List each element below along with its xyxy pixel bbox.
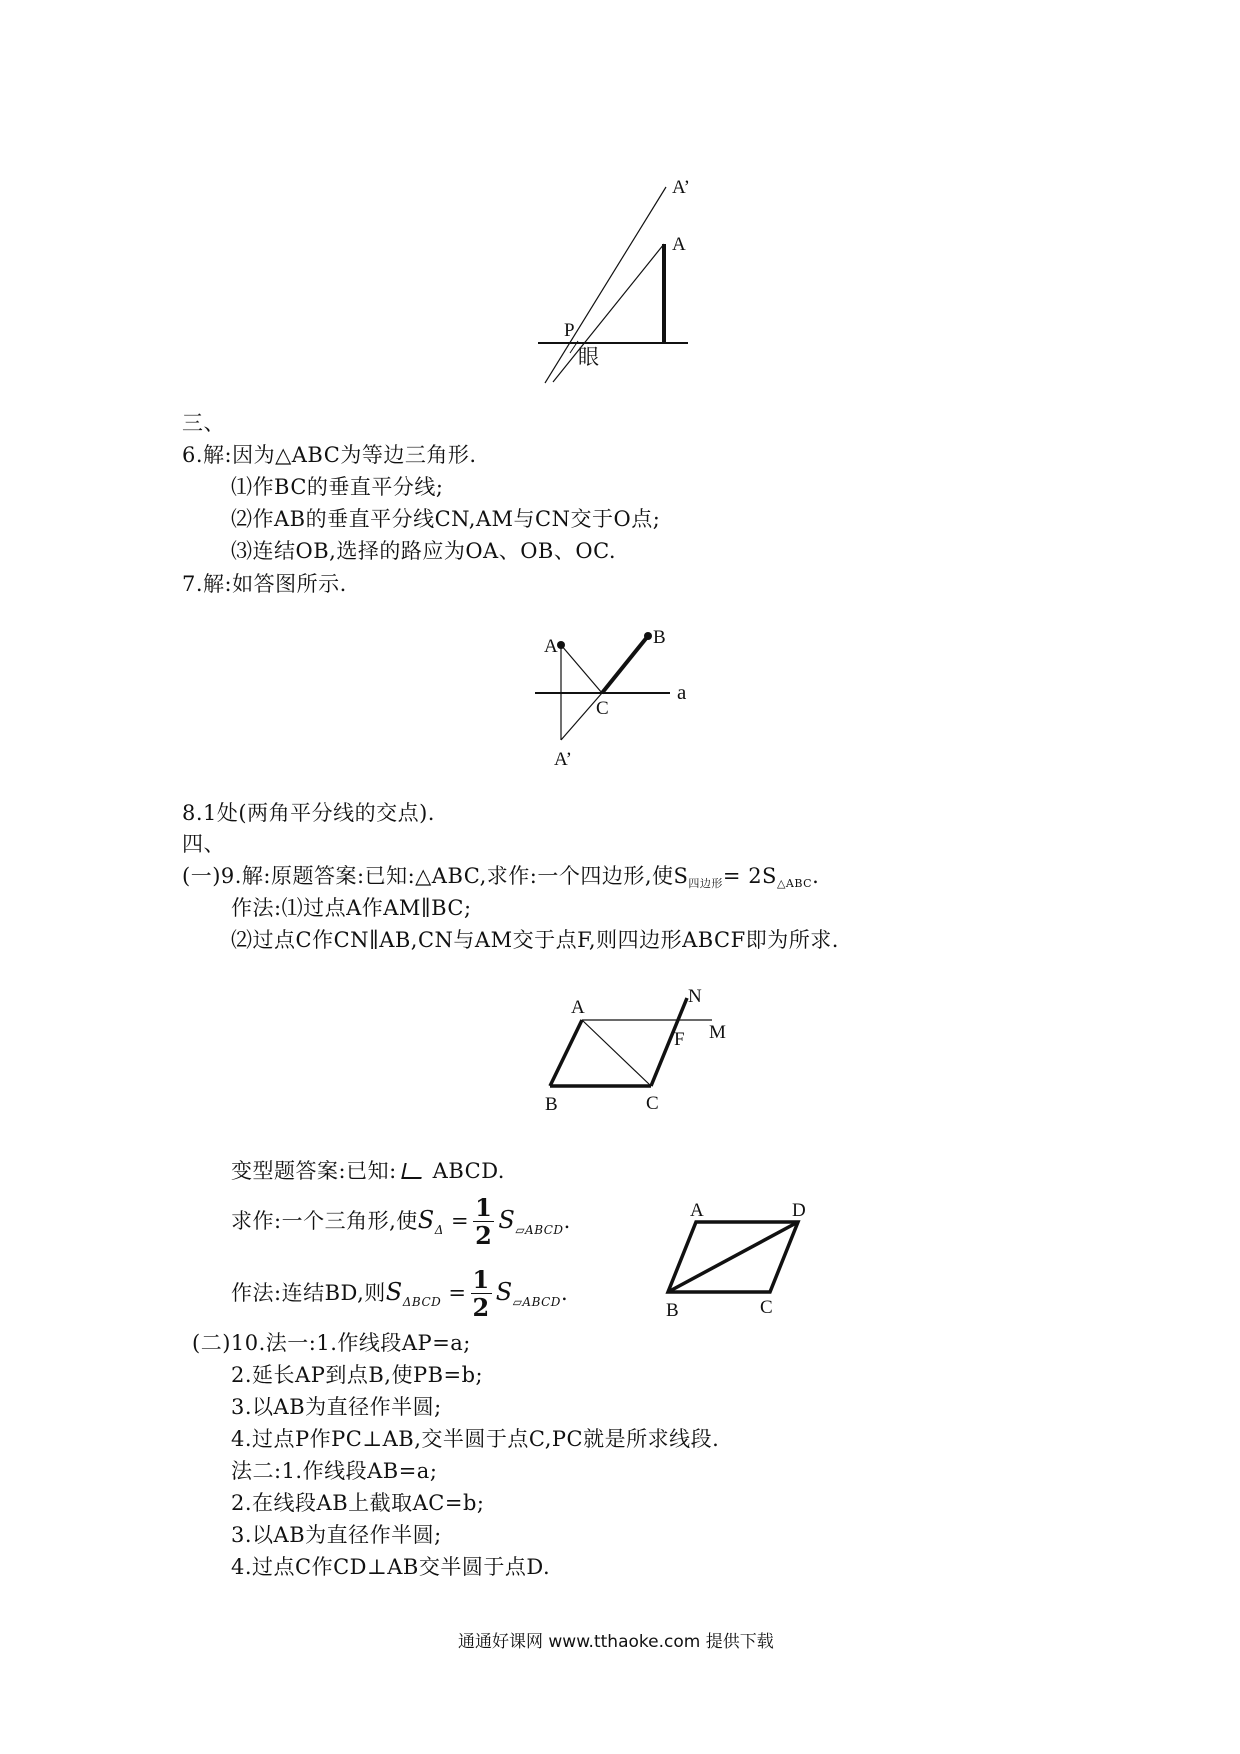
variant-known-suffix: ABCD.: [432, 1159, 505, 1183]
label-p: P: [564, 320, 575, 341]
variant-ask-s2: S: [498, 1206, 516, 1234]
q7-intro: 7.解:如答图所示.: [182, 572, 347, 596]
q10-line-5: 法二:1.作线段AB=a;: [231, 1459, 438, 1483]
sightline-to-a: [553, 244, 664, 382]
label-c: C: [760, 1297, 773, 1318]
q10-line-4: 4.过点P作PC⊥AB,交半圆于点C,PC就是所求线段.: [231, 1427, 720, 1451]
label-n: N: [688, 986, 702, 1007]
figure-reflection: [530, 622, 700, 772]
variant-ask-end: .: [563, 1209, 571, 1233]
diagonal-bd: [668, 1222, 798, 1292]
variant-known-prefix: 变型题答案:已知:: [231, 1159, 397, 1183]
q9-method-2: ⑵过点C作CN∥AB,CN与AM交于点F,则四边形ABCF即为所求.: [231, 928, 839, 952]
q10-line-1: (二)10.法一:1.作线段AP=a;: [192, 1331, 471, 1355]
point-b: [644, 632, 652, 640]
fraction-one-half: [473, 1195, 494, 1250]
variant-ask-sub: Δ: [434, 1223, 444, 1237]
q10-line-2: 2.延长AP到点B,使PB=b;: [231, 1363, 484, 1387]
q9-line-1-mid: = 2S: [722, 864, 777, 888]
segment-a-c: [561, 645, 602, 693]
segment-c-b: [602, 636, 648, 693]
label-a: A: [571, 997, 585, 1018]
fraction-denominator: 2: [472, 1293, 490, 1322]
q9-line-1-sub-tri: △ABC: [776, 877, 813, 890]
parallelogram-icon: [401, 1163, 424, 1179]
q9-line-1-sub-quad: 四边形: [688, 877, 723, 890]
label-c: C: [596, 698, 609, 719]
fraction-numerator: 1: [475, 1193, 493, 1222]
q6-step-2: ⑵作AB的垂直平分线CN,AM与CN交于O点;: [231, 507, 661, 531]
label-a: A: [690, 1200, 704, 1221]
section-4-heading: 四、: [182, 832, 225, 856]
sightline-to-a-prime: [545, 187, 666, 383]
fraction-numerator: 1: [472, 1265, 490, 1294]
label-c: C: [646, 1093, 659, 1114]
variant-method-prefix: 作法:连结BD,则: [231, 1281, 386, 1305]
label-line-a: a: [677, 680, 687, 704]
q6-intro: 6.解:因为△ABC为等边三角形.: [182, 443, 477, 467]
q9-line-1-prefix: (一)9.解:原题答案:已知:△ABC,求作:一个四边形,使S: [182, 864, 689, 888]
q6-step-3: ⑶连结OB,选择的路应为OA、OB、OC.: [231, 539, 617, 563]
q10-line-6: 2.在线段AB上截取AC=b;: [231, 1491, 485, 1515]
segment-ac: [582, 1020, 651, 1086]
variant-ask-s: S: [417, 1206, 435, 1234]
label-a-prime: A’: [672, 177, 690, 198]
figure-parallelogram-abcd: [660, 1200, 820, 1330]
label-a-prime: A’: [554, 749, 572, 770]
label-a: A: [672, 234, 686, 255]
label-a: A: [544, 636, 558, 657]
q10-line-8: 4.过点C作CD⊥AB交半圆于点D.: [231, 1555, 551, 1579]
q8-text: 8.1处(两角平分线的交点).: [182, 801, 435, 825]
q10-line-3: 3.以AB为直径作半圆;: [231, 1395, 442, 1419]
q9-method-1: 作法:⑴过点A作AM∥BC;: [231, 896, 472, 920]
variant-ask-sub2: ▱ABCD: [515, 1223, 564, 1237]
section-3-heading: 三、: [182, 411, 225, 435]
variant-method-sub2: ▱ABCD: [512, 1295, 561, 1309]
figure-parallelogram-abcf: [540, 983, 740, 1123]
variant-ask-prefix: 求作:一个三角形,使: [231, 1209, 418, 1233]
variant-method: 作法:连结BD,则$S_{\Delta BCD}$ = $\frac{1}{2}$ $S_{▱ABCD}$.: [231, 1265, 569, 1322]
variant-method-end: .: [560, 1281, 569, 1305]
variant-method-sub: ΔBCD: [402, 1295, 442, 1309]
point-a: [557, 641, 565, 649]
label-m: M: [709, 1022, 726, 1043]
q6-step-1: ⑴作BC的垂直平分线;: [231, 475, 444, 499]
variant-method-s: S: [385, 1278, 403, 1306]
figure-sightline: [520, 170, 700, 390]
q10-line-7: 3.以AB为直径作半圆;: [231, 1523, 442, 1547]
label-eye: 眼: [578, 345, 599, 369]
label-b: B: [666, 1300, 679, 1321]
variant-method-s2: S: [495, 1278, 513, 1306]
q9-line-1-end: .: [812, 864, 820, 888]
variant-ask: 求作:一个三角形,使$S_\Delta$ = $\frac{1}{2}$ $S_{▱ABCD}$.: [231, 1193, 571, 1250]
fraction-denominator: 2: [475, 1221, 493, 1250]
label-b: B: [545, 1094, 558, 1115]
label-d: D: [792, 1200, 806, 1221]
segment-ab: [550, 1020, 582, 1086]
label-f: F: [674, 1029, 685, 1050]
page-footer: 通通好课网 www.tthaoke.com 提供下载: [458, 1632, 774, 1652]
label-b: B: [653, 627, 666, 648]
variant-known: [231, 1156, 505, 1186]
fraction-one-half: [471, 1267, 492, 1322]
